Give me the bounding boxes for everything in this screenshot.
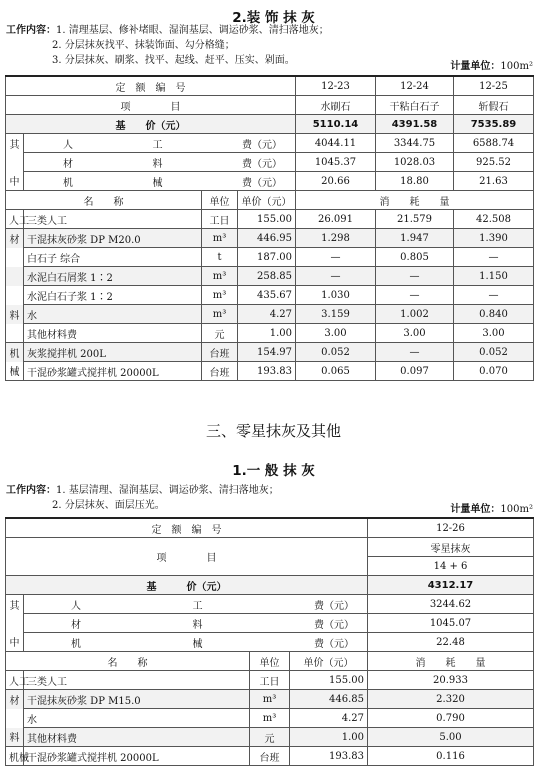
machine-cost-cell: 18.80 xyxy=(376,172,454,191)
category-cell: 械 xyxy=(6,362,24,381)
labor-cost-label: 人 工 费（元） xyxy=(24,595,368,614)
resource-name: 干混抹灰砂浆 DP M15.0 xyxy=(24,690,250,709)
resource-row xyxy=(6,343,534,362)
resource-price: 4.27 xyxy=(290,709,368,728)
material-cost-label: 材 料 费（元） xyxy=(24,614,368,633)
resource-price: 446.85 xyxy=(290,690,368,709)
resource-unit: m³ xyxy=(202,305,238,324)
resource-unit: m³ xyxy=(250,690,290,709)
resource-price: 446.95 xyxy=(238,229,296,248)
consumption-cell: — xyxy=(454,286,534,305)
resource-row xyxy=(6,210,534,229)
code-row xyxy=(6,76,534,96)
resource-row xyxy=(6,248,534,267)
resource-row xyxy=(6,229,534,248)
resource-unit: m³ xyxy=(250,709,290,728)
base-price-cell: 7535.89 xyxy=(454,115,534,134)
resource-name: 水 xyxy=(24,709,250,728)
material-cost-label: 材 料 费（元） xyxy=(24,153,296,172)
code-cell: 12-26 xyxy=(368,518,534,538)
resource-price: 155.00 xyxy=(290,671,368,690)
resource-unit: 元 xyxy=(202,324,238,343)
labor-cost-row xyxy=(6,134,534,153)
consumption-cell: 2.320 xyxy=(368,690,534,709)
quota-table-1 xyxy=(5,75,534,381)
labor-cost-cell: 3244.62 xyxy=(368,595,534,614)
work-line: 2. 分层抹灰找平、抹装饰面、勾分格缝； xyxy=(52,40,235,51)
item-row xyxy=(6,96,534,115)
resource-name: 水泥白石屑浆 1∶2 xyxy=(24,267,202,286)
code-row xyxy=(6,518,534,538)
consumption-cell: — xyxy=(376,267,454,286)
work-line: 1. 基层清理、湿润基层、调运砂浆、清扫落地灰； xyxy=(56,485,279,496)
resource-row xyxy=(6,747,534,766)
machine-cost-label: 机 械 费（元） xyxy=(24,633,368,652)
consumption-cell: 3.00 xyxy=(296,324,376,343)
resource-price: 1.00 xyxy=(290,728,368,747)
base-price-cell: 4391.58 xyxy=(376,115,454,134)
measure-unit xyxy=(450,57,533,72)
code-header: 定 额 编 号 xyxy=(6,76,296,96)
consumption-cell: 0.052 xyxy=(296,343,376,362)
resource-row xyxy=(6,286,534,305)
measure-unit-value: 100m² xyxy=(500,504,533,515)
base-price-cell: 4312.17 xyxy=(368,576,534,595)
consumption-cell: 1.002 xyxy=(376,305,454,324)
labor-cost-cell: 6588.74 xyxy=(454,134,534,153)
category-cell xyxy=(6,709,24,728)
resource-row xyxy=(6,671,534,690)
resource-name: 其他材料费 xyxy=(24,728,250,747)
category-cell: 材 xyxy=(6,690,24,709)
consumption-cell: 3.00 xyxy=(376,324,454,343)
resource-unit: 工日 xyxy=(250,671,290,690)
machine-cost-row xyxy=(6,172,534,191)
base-price-header: 基 价（元） xyxy=(6,576,368,595)
item-cell: 水刷石 xyxy=(296,96,376,115)
resource-price: 435.67 xyxy=(238,286,296,305)
resource-name: 水泥白石子浆 1∶2 xyxy=(24,286,202,305)
category-cell xyxy=(6,286,24,305)
machine-cost-row xyxy=(6,633,534,652)
consumption-cell: 0.116 xyxy=(368,747,534,766)
consumption-cell: — xyxy=(376,343,454,362)
machine-cost-cell: 22.48 xyxy=(368,633,534,652)
quota-table-2 xyxy=(5,517,534,766)
resource-unit: 元 xyxy=(250,728,290,747)
consumption-cell: 0.805 xyxy=(376,248,454,267)
consumption-cell: 1.298 xyxy=(296,229,376,248)
resource-row xyxy=(6,709,534,728)
measure-unit-value: 100m² xyxy=(500,61,533,72)
item-cell: 零星抹灰 xyxy=(368,538,534,557)
category-cell: 机 xyxy=(6,343,24,362)
resource-unit: m³ xyxy=(202,286,238,305)
resource-name: 灰浆搅拌机 200L xyxy=(24,343,202,362)
column-header-row xyxy=(6,652,534,671)
material-cost-cell: 925.52 xyxy=(454,153,534,172)
consumption-cell: 42.508 xyxy=(454,210,534,229)
resource-name: 白石子 综合 xyxy=(24,248,202,267)
machine-cost-cell: 20.66 xyxy=(296,172,376,191)
material-cost-cell: 1045.37 xyxy=(296,153,376,172)
item-cell: 斩假石 xyxy=(454,96,534,115)
resource-unit: t xyxy=(202,248,238,267)
code-header: 定 额 编 号 xyxy=(6,518,368,538)
section-title: 2.装 饰 抹 灰 xyxy=(232,10,315,26)
zhong-label: 中 xyxy=(6,172,24,191)
labor-cost-cell: 4044.11 xyxy=(296,134,376,153)
labor-cost-label: 人 工 费（元） xyxy=(24,134,296,153)
measure-unit xyxy=(450,500,533,515)
resource-unit: 台班 xyxy=(250,747,290,766)
chapter-title: 三、零星抹灰及其他 xyxy=(205,422,341,440)
resource-unit: 台班 xyxy=(202,343,238,362)
resource-unit: 台班 xyxy=(202,362,238,381)
unit-header: 单位 xyxy=(202,191,238,210)
resource-price: 4.27 xyxy=(238,305,296,324)
consumption-cell: — xyxy=(296,267,376,286)
base-price-header: 基 价（元） xyxy=(6,115,296,134)
category-cell: 料 xyxy=(6,728,24,747)
name-header: 名 称 xyxy=(6,191,202,210)
work-line: 1. 清理基层、修补堵眼、湿润基层、调运砂浆、清扫落地灰； xyxy=(56,25,329,36)
resource-name: 三类人工 xyxy=(24,210,202,229)
item-row xyxy=(6,538,534,557)
category-cell: 料 xyxy=(6,305,24,324)
resource-price: 1.00 xyxy=(238,324,296,343)
resource-name: 干混抹灰砂浆 DP M20.0 xyxy=(24,229,202,248)
category-cell xyxy=(6,324,24,343)
consumption-cell: 1.150 xyxy=(454,267,534,286)
consumption-cell: 0.840 xyxy=(454,305,534,324)
qi-label: 其 xyxy=(6,134,24,153)
resource-row xyxy=(6,362,534,381)
resource-price: 193.83 xyxy=(238,362,296,381)
consumption-cell: 21.579 xyxy=(376,210,454,229)
category-cell xyxy=(6,248,24,267)
resource-row xyxy=(6,267,534,286)
material-cost-row xyxy=(6,153,534,172)
consumption-header: 消 耗 量 xyxy=(368,652,534,671)
item-header: 项 目 xyxy=(6,538,368,576)
material-cost-cell: 1045.07 xyxy=(368,614,534,633)
work-line: 2. 分层抹灰、面层压光。 xyxy=(52,500,165,511)
qi-label: 其 xyxy=(6,595,24,614)
category-cell: 材 xyxy=(6,229,24,248)
resource-price: 187.00 xyxy=(238,248,296,267)
consumption-cell: 0.790 xyxy=(368,709,534,728)
resource-name: 干混砂浆罐式搅拌机 20000L xyxy=(24,362,202,381)
consumption-cell: 0.070 xyxy=(454,362,534,381)
consumption-header: 消 耗 量 xyxy=(296,191,534,210)
resource-row xyxy=(6,690,534,709)
consumption-cell: 0.052 xyxy=(454,343,534,362)
category-cell xyxy=(6,267,24,286)
consumption-cell: 1.947 xyxy=(376,229,454,248)
category-cell: 人工 xyxy=(6,210,24,229)
work-line: 3. 分层抹灰、刷浆、找平、起线、赶平、压实、剁面。 xyxy=(52,55,295,66)
code-cell: 12-24 xyxy=(376,76,454,96)
labor-cost-cell: 3344.75 xyxy=(376,134,454,153)
category-cell: 人工 xyxy=(6,671,24,690)
base-price-cell: 5110.14 xyxy=(296,115,376,134)
consumption-cell: 1.030 xyxy=(296,286,376,305)
zhong-label: 中 xyxy=(6,633,24,652)
consumption-cell: — xyxy=(376,286,454,305)
material-cost-row xyxy=(6,614,534,633)
resource-unit: 工日 xyxy=(202,210,238,229)
item-cell: 干粘白石子 xyxy=(376,96,454,115)
material-cost-cell: 1028.03 xyxy=(376,153,454,172)
consumption-cell: — xyxy=(296,248,376,267)
consumption-cell: — xyxy=(454,248,534,267)
consumption-cell: 0.097 xyxy=(376,362,454,381)
unit-header: 单位 xyxy=(250,652,290,671)
resource-price: 154.97 xyxy=(238,343,296,362)
item-header: 项 目 xyxy=(6,96,296,115)
consumption-cell: 3.159 xyxy=(296,305,376,324)
code-cell: 12-23 xyxy=(296,76,376,96)
resource-price: 155.00 xyxy=(238,210,296,229)
category-cell: 机械 xyxy=(6,747,24,766)
resource-row xyxy=(6,728,534,747)
resource-price: 193.83 xyxy=(290,747,368,766)
item-sub-cell: 14 + 6 xyxy=(368,557,534,576)
section-title: 1.一 般 抹 灰 xyxy=(232,463,315,479)
work-content-label: 工作内容： xyxy=(6,485,56,496)
resource-unit: m³ xyxy=(202,229,238,248)
resource-name: 干混砂浆罐式搅拌机 20000L xyxy=(24,747,250,766)
consumption-cell: 20.933 xyxy=(368,671,534,690)
consumption-cell: 1.390 xyxy=(454,229,534,248)
price-header: 单价（元） xyxy=(290,652,368,671)
machine-cost-cell: 21.63 xyxy=(454,172,534,191)
price-header: 单价（元） xyxy=(238,191,296,210)
code-cell: 12-25 xyxy=(454,76,534,96)
consumption-cell: 5.00 xyxy=(368,728,534,747)
column-header-row xyxy=(6,191,534,210)
work-content-label: 工作内容： xyxy=(6,25,56,36)
resource-name: 三类人工 xyxy=(24,671,250,690)
base-price-row xyxy=(6,576,534,595)
resource-price: 258.85 xyxy=(238,267,296,286)
name-header: 名 称 xyxy=(6,652,250,671)
resource-row xyxy=(6,305,534,324)
labor-cost-row xyxy=(6,595,534,614)
resource-name: 水 xyxy=(24,305,202,324)
resource-name: 其他材料费 xyxy=(24,324,202,343)
consumption-cell: 0.065 xyxy=(296,362,376,381)
base-price-row xyxy=(6,115,534,134)
consumption-cell: 26.091 xyxy=(296,210,376,229)
resource-unit: m³ xyxy=(202,267,238,286)
measure-unit-label: 计量单位： xyxy=(450,504,501,515)
consumption-cell: 3.00 xyxy=(454,324,534,343)
measure-unit-label: 计量单位： xyxy=(450,61,501,72)
resource-row xyxy=(6,324,534,343)
machine-cost-label: 机 械 费（元） xyxy=(24,172,296,191)
